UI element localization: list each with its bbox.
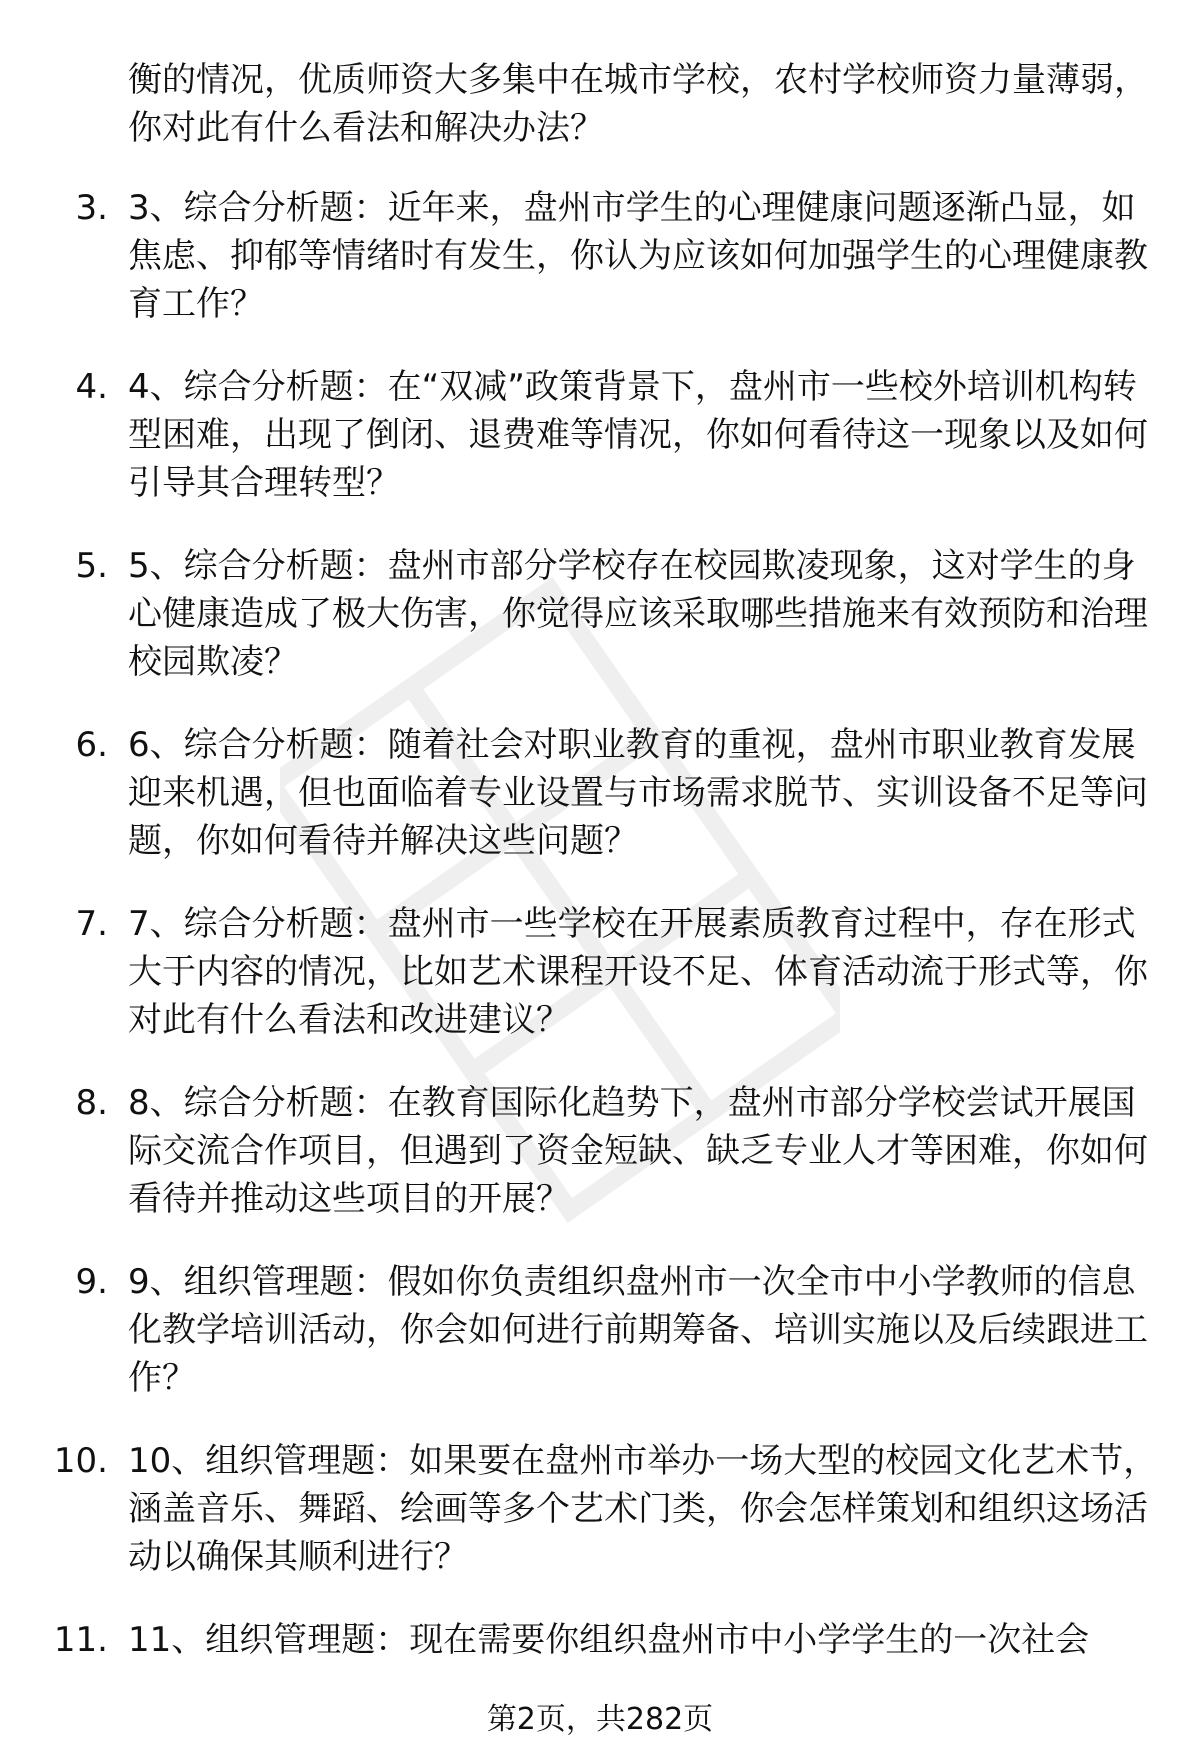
question-number: 9. [75,1262,108,1302]
question-number: 11. [53,1620,108,1660]
question-text: 5、综合分析题：盘州市部分学校存在校园欺凌现象，这对学生的身心健康造成了极大伤害，你觉得应该采取哪些措施来有效预防和治理校园欺凌？ [128,546,1148,682]
question-item [0,900,1200,1044]
question-number: 7. [75,904,108,944]
question-item [0,721,1200,865]
question-list [0,184,1200,1699]
question-text: 3、综合分析题：近年来，盘州市学生的心理健康问题逐渐凸显，如焦虑、抑郁等情绪时有发生，你认为应该如何加强学生的心理健康教育工作？ [128,188,1148,324]
question-number: 8. [75,1083,108,1123]
question-number: 6. [75,725,108,765]
continued-question-text: 衡的情况，优质师资大多集中在城市学校，农村学校师资力量薄弱，你对此有什么看法和解决办法？ [128,60,1148,148]
question-number: 4. [75,367,108,407]
question-item [0,542,1200,686]
question-number: 3. [75,188,108,228]
question-text: 6、综合分析题：随着社会对职业教育的重视，盘州市职业教育发展迎来机遇，但也面临着专业设置与市场需求脱节、实训设备不足等问题，你如何看待并解决这些问题？ [128,725,1148,861]
question-item [0,1258,1200,1402]
question-text: 7、综合分析题：盘州市一些学校在开展素质教育过程中，存在形式大于内容的情况，比如艺术课程开设不足、体育活动流于形式等，你对此有什么看法和改进建议？ [128,904,1148,1040]
page-footer: 第2页，共282页 [486,1702,714,1737]
question-item [0,1616,1200,1664]
question-item [0,363,1200,507]
question-text: 11、组织管理题：现在需要你组织盘州市中小学学生的一次社会 [128,1620,1090,1660]
question-number: 5. [75,546,108,586]
question-text: 8、综合分析题：在教育国际化趋势下，盘州市部分学校尝试开展国际交流合作项目，但遇到了资金短缺、缺乏专业人才等困难，你如何看待并推动这些项目的开展？ [128,1083,1148,1219]
question-item [0,1079,1200,1223]
question-text: 10、组织管理题：如果要在盘州市举办一场大型的校园文化艺术节，涵盖音乐、舞蹈、绘画等多个艺术门类，你会怎样策划和组织这场活动以确保其顺利进行？ [128,1441,1158,1577]
question-text: 4、综合分析题：在“双减”政策背景下，盘州市一些校外培训机构转型困难，出现了倒闭、退费难等情况，你如何看待这一现象以及如何引导其合理转型？ [128,367,1148,503]
question-text: 9、组织管理题：假如你负责组织盘州市一次全市中小学教师的信息化教学培训活动，你会如何进行前期筹备、培训实施以及后续跟进工作？ [128,1262,1148,1398]
question-number: 10. [53,1441,108,1481]
question-item [0,1437,1200,1581]
question-item [0,184,1200,328]
